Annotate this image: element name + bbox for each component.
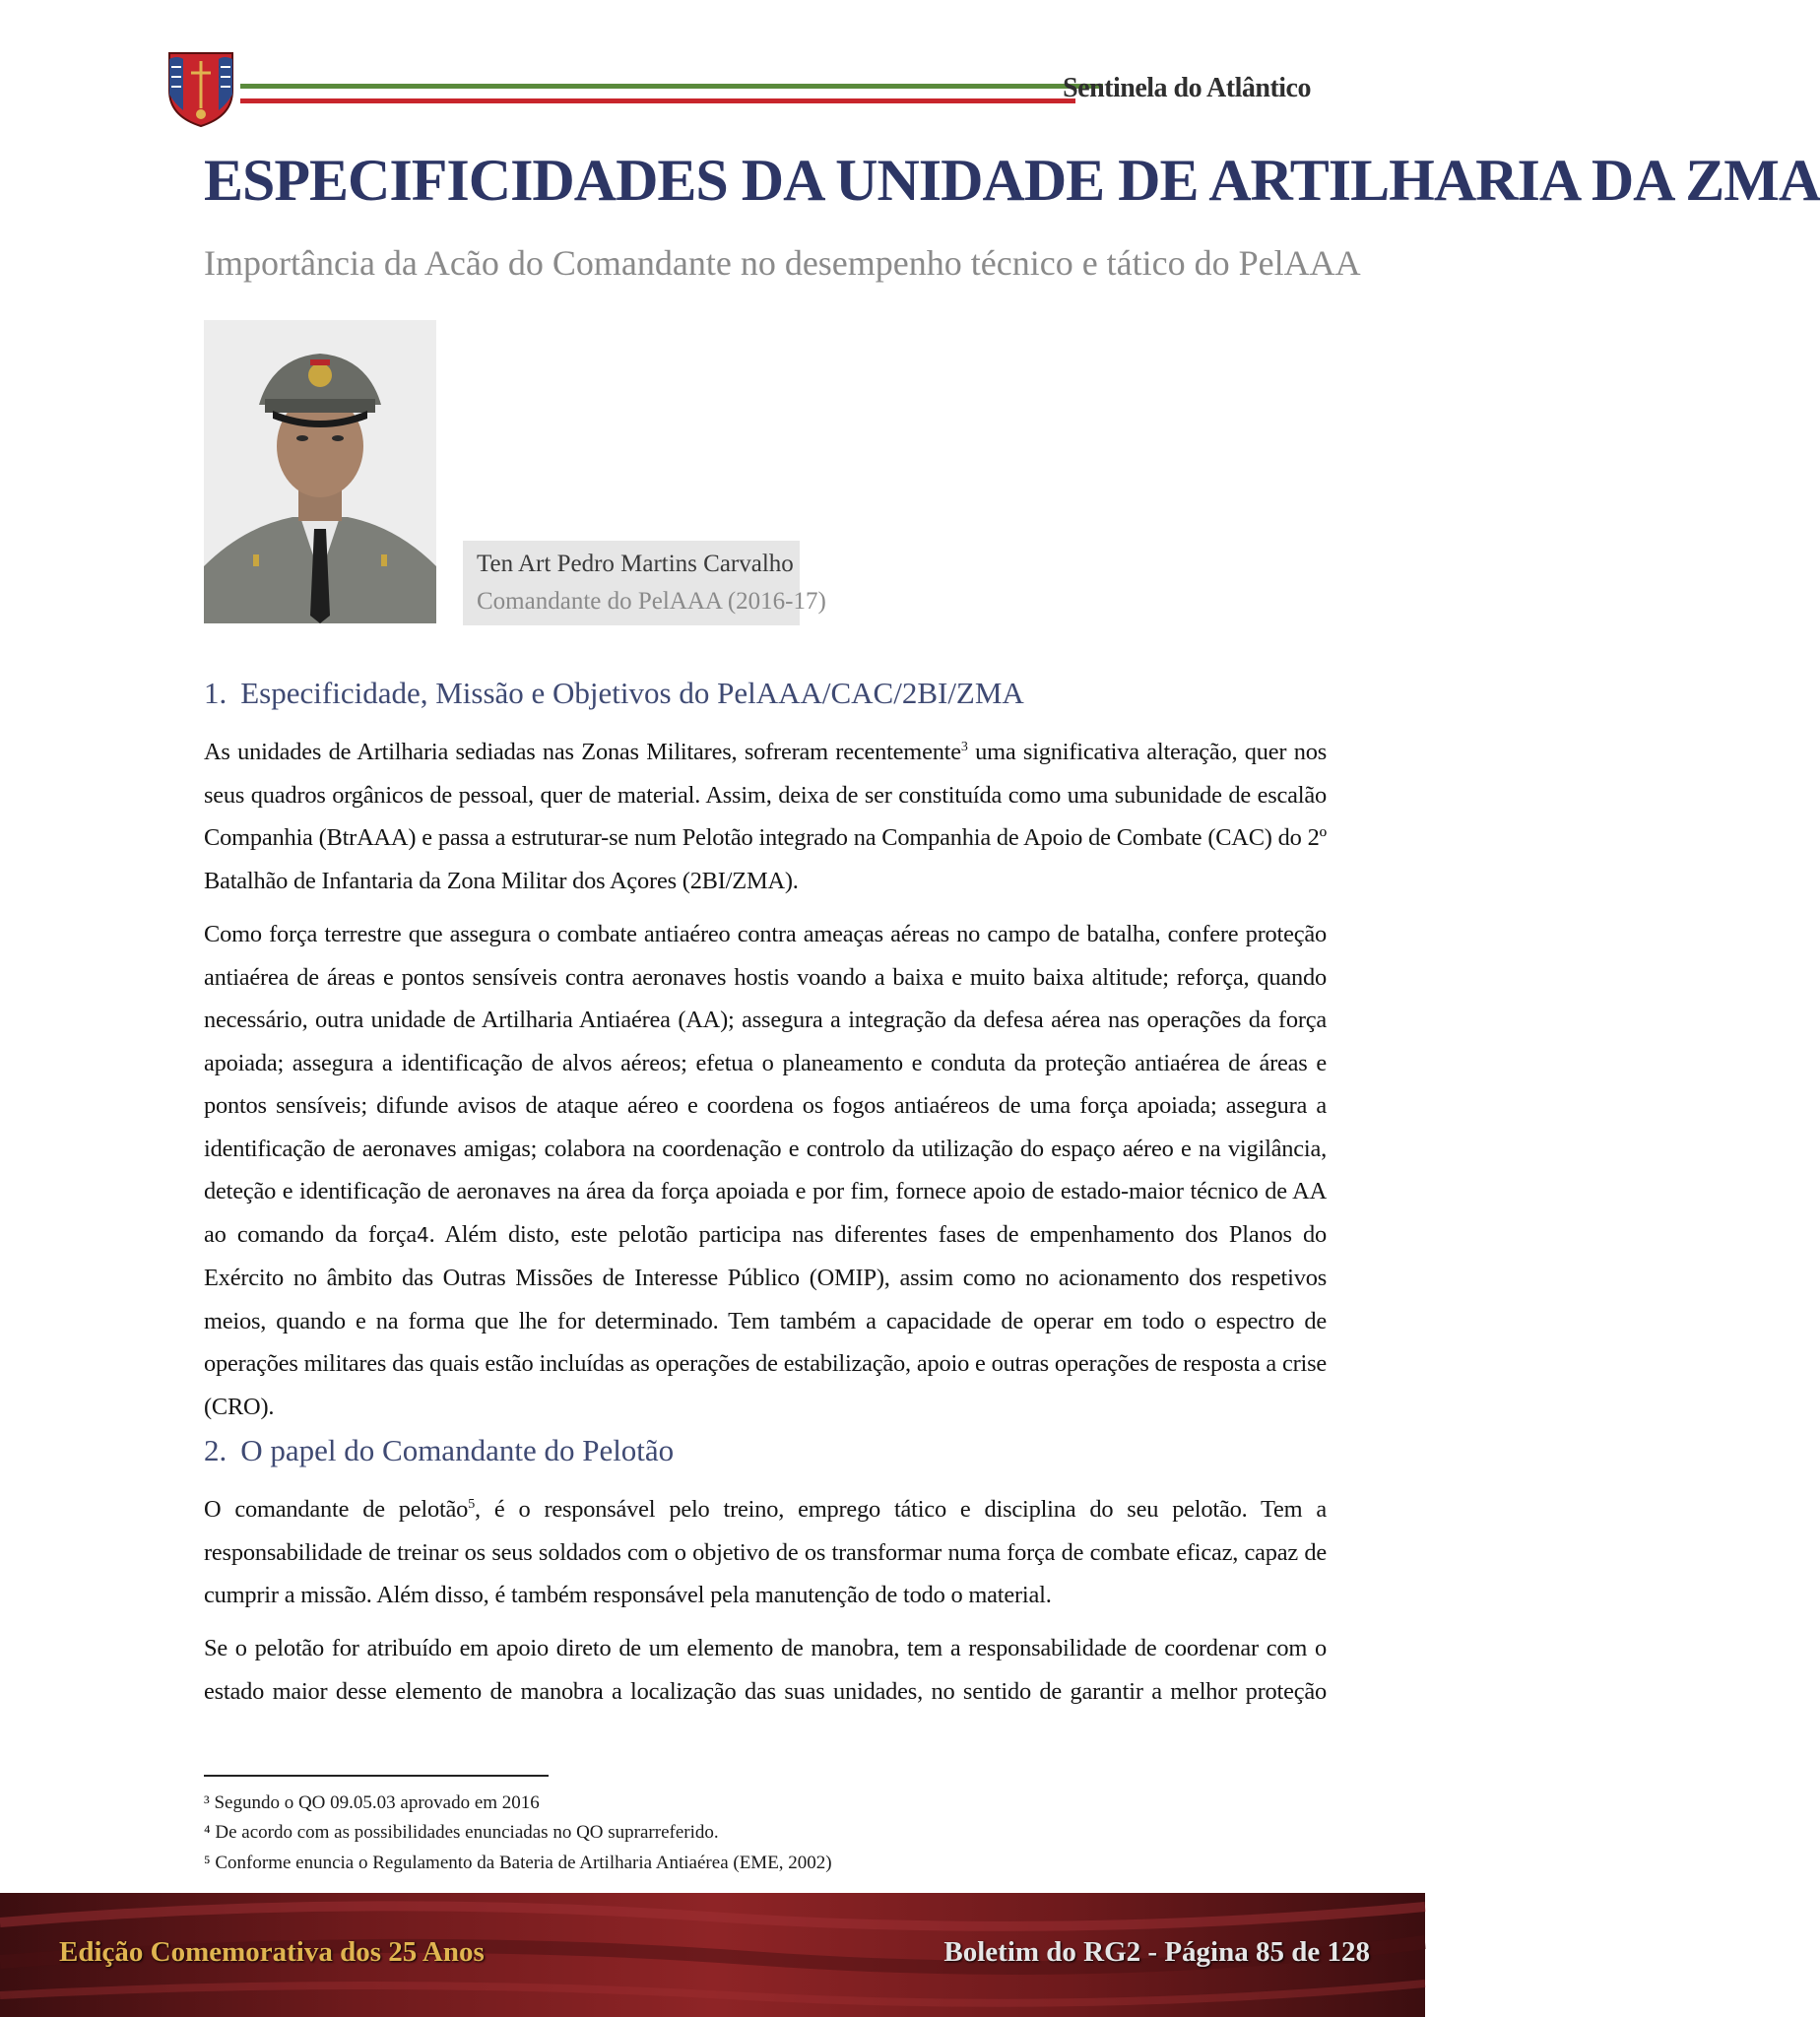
section-number: 2. [204, 1433, 228, 1467]
header-rule-red [240, 98, 1075, 103]
section-title: O papel do Comandante do Pelotão [240, 1433, 675, 1467]
section-title: Especificidade, Missão e Objetivos do PelAAA/CAC/2BI/ZMA [240, 676, 1024, 710]
regimental-crest-icon [167, 51, 234, 128]
author-role: Comandante do PelAAA (2016-17) [477, 588, 826, 615]
footnote: ³ Segundo o QO 09.05.03 aprovado em 2016 [204, 1792, 540, 1813]
publication-title: Sentinela do Atlântico [1063, 73, 1311, 103]
footnote-divider [204, 1775, 549, 1777]
paragraph: Como força terrestre que assegura o combate antiaéreo contra ameaças aéreas no campo de batalha, confere proteção antiaérea de áreas e pontos sensíveis contra aeronaves hostis voando a baixa e muito baixa altitude; reforça, quando necessário, outra unidade de Artilharia Antiaérea (AA); assegura a integração da defesa aérea nas operações da força apoiada; assegura a identificação de alvos aéreos; efetua o planeamento e conduta da proteção antiaérea de áreas e pontos sensíveis; difunde avisos de ataque aéreo e coordena os fogos antiaéreos de uma força apoiada; assegura a identificação de aeronaves amigas; colabora na coordenação e controlo da utilização do espaço aéreo e na vigilância, deteção e identificação de aeronaves na área da força apoiada e por fim, fornece apoio de estado-maior técnico de AA ao comando da força4. Além disto, este pelotão participa nas diferentes fases de empenhamento dos Planos do Exército no âmbito das Outras Missões de Interesse Público (OMIP), assim como no acionamento dos respetivos meios, quando e na forma que lhe for determinado. Tem também a capacidade de operar em todo o espectro de operações militares das quais estão incluídas as operações de estabilização, apoio e outras operações de resposta a crise (CRO). [204, 921, 1327, 1420]
article-title: ESPECIFICIDADES DA UNIDADE DE ARTILHARIA DA ZMA [204, 148, 1820, 213]
footnote: ⁵ Conforme enuncia o Regulamento da Bateria de Artilharia Antiaérea (EME, 2002) [204, 1853, 832, 1873]
section-number: 1. [204, 676, 228, 710]
paragraph: Se o pelotão for atribuído em apoio direto de um elemento de manobra, tem a responsabilidade de coordenar com o estado maior desse elemento de manobra a localização das suas unidades, no sentido de garantir a melhor proteção [204, 1635, 1327, 1705]
author-name: Ten Art Pedro Martins Carvalho [477, 551, 794, 577]
section-heading [204, 676, 1024, 711]
page-number: Boletim do RG2 - Página 85 de 128 [943, 1936, 1370, 1968]
paragraph: As unidades de Artilharia sediadas nas Zonas Militares, sofreram recentemente$^3$ uma significativa alteração, quer nos seus quadros orgânicos de pessoal, quer de material. Assim, deixa de ser constituída como uma subunidade de escalão Companhia (BtrAAA) e passa a estruturar-se num Pelotão integrado na Companhia de Apoio de Combate (CAC) do 2º Batalhão de Infantaria da Zona Militar dos Açores (2BI/ZMA). [204, 739, 1327, 894]
header-rule-green [240, 84, 1103, 89]
footnote-ref: 3 [960, 740, 968, 754]
section-heading [204, 1433, 674, 1468]
footnote-ref: 4 [417, 1222, 429, 1247]
author-caption [463, 541, 826, 625]
edition-label: Edição Comemorativa dos 25 Anos [59, 1936, 485, 1968]
footnote: ⁴ De acordo com as possibilidades enunciadas no QO suprarreferido. [204, 1822, 719, 1843]
author-portrait [204, 320, 436, 623]
paragraph: O comandante de pelotão$^5$, é o responsável pelo treino, emprego tático e disciplina do seu pelotão. Tem a responsabilidade de treinar os seus soldados com o objetivo de os transformar numa força de combate eficaz, capaz de cumprir a missão. Além disso, é também responsável pela manutenção de todo o material. [204, 1496, 1328, 1609]
footnote-ref: 5 [468, 1497, 475, 1512]
article-subtitle: Importância da Acão do Comandante no desempenho técnico e tático do PelAAA [204, 243, 1361, 283]
page-footer [0, 1893, 1425, 2017]
